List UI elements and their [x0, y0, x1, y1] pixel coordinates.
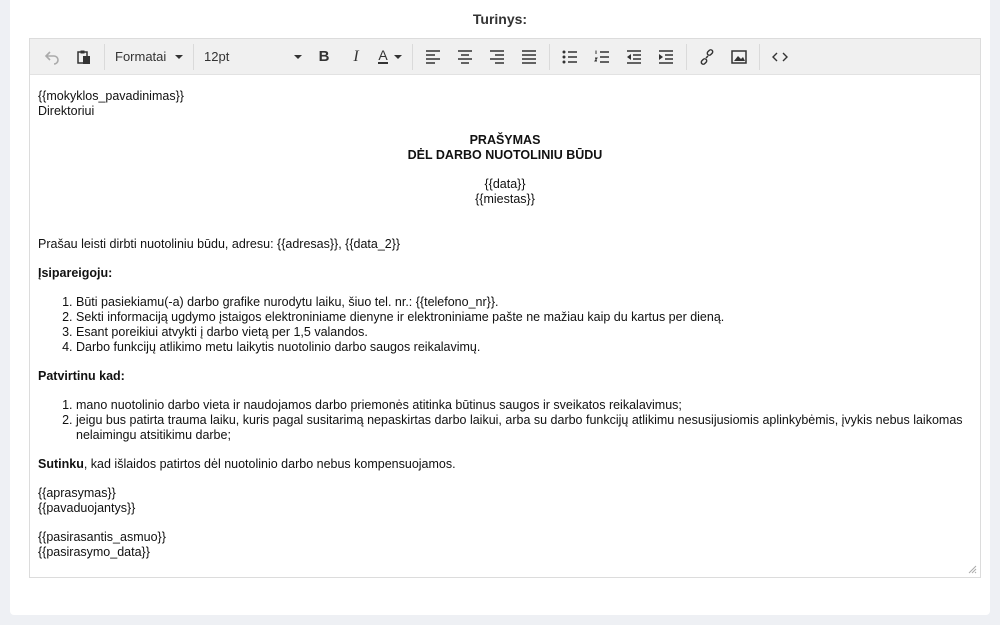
align-justify-button[interactable]: [516, 44, 542, 70]
text-color-button[interactable]: [375, 44, 405, 70]
code-icon: [772, 51, 788, 63]
editor-content[interactable]: [30, 75, 980, 560]
numbered-list-icon: [594, 50, 610, 64]
toolbar-separator: [759, 44, 760, 70]
align-justify-icon: [521, 50, 537, 64]
toolbar-separator: [104, 44, 105, 70]
request-paragraph: Prašau leisti dirbti nuotoliniu būdu, adresu: {{adresas}}, {{data_2}}: [38, 237, 401, 251]
italic-icon: I: [353, 47, 359, 65]
bullet-list-icon: [562, 50, 578, 64]
document-subtitle: [38, 148, 972, 163]
paste-button[interactable]: [71, 44, 97, 70]
formats-label: Formatai: [115, 49, 167, 64]
school-placeholder: {{mokyklos_pavadinimas}}: [38, 89, 184, 103]
font-size-value: 12pt: [204, 49, 230, 64]
commitments-heading: [38, 266, 972, 281]
numbered-list-button[interactable]: [589, 44, 615, 70]
align-center-button[interactable]: [452, 44, 478, 70]
image-icon: [731, 50, 747, 64]
chevron-down-icon: [394, 55, 402, 59]
undo-icon: [44, 49, 60, 65]
toolbar-separator: [412, 44, 413, 70]
confirm-heading: [38, 369, 972, 384]
sign-date-placeholder: {{pasirasymo_data}}: [38, 545, 150, 559]
outdent-icon: [626, 50, 642, 64]
subordinates-placeholder: {{pavaduojantys}}: [38, 501, 136, 515]
undo-button[interactable]: [39, 44, 65, 70]
signer-placeholder: {{pasirasantis_asmuo}}: [38, 530, 166, 544]
chevron-down-icon: [175, 55, 183, 59]
resize-handle-icon[interactable]: [968, 565, 977, 574]
list-item: 1. mano nuotolinio darbo vieta ir naudojamos darbo priemonės atitinka būtinus saugos ir sveikatos reikalavimus;: [76, 398, 972, 413]
commitments-list: [38, 295, 972, 355]
date-placeholder: {{data}}: [484, 177, 526, 191]
title-line-2: DĖL DARBO NUOTOLINIU BŪDU: [407, 148, 603, 162]
align-left-icon: [425, 50, 441, 64]
agree-bold-text: Sutinku: [38, 457, 84, 471]
indent-icon: [658, 50, 674, 64]
paste-icon: [76, 49, 92, 65]
indent-button[interactable]: [653, 44, 679, 70]
chevron-down-icon: [294, 55, 302, 59]
insert-image-button[interactable]: [726, 44, 752, 70]
text-color-icon: A: [378, 47, 388, 63]
content-field-label: Turinys:: [472, 11, 528, 27]
align-center-icon: [457, 50, 473, 64]
align-left-button[interactable]: [420, 44, 446, 70]
list-item: 4. Darbo funkcijų atlikimo metu laikytis nuotolinio darbo saugos reikalavimų.: [76, 340, 972, 355]
form-panel: [10, 0, 990, 615]
description-placeholder: {{aprasymas}}: [38, 486, 116, 500]
agree-rest-text: , kad išlaidos patirtos dėl nuotolinio darbo nebus kompensuojamos.: [83, 457, 456, 471]
formats-dropdown[interactable]: [109, 44, 189, 70]
toolbar-separator: [549, 44, 550, 70]
italic-button[interactable]: [343, 44, 369, 70]
insert-link-button[interactable]: [694, 44, 720, 70]
commitments-heading-text: Įsipareigoju:: [38, 266, 113, 280]
align-right-button[interactable]: [484, 44, 510, 70]
outdent-button[interactable]: [621, 44, 647, 70]
city-placeholder: {{miestas}}: [475, 192, 535, 206]
title-line-1: PRAŠYMAS: [469, 133, 541, 147]
list-item: 3. Esant poreikiui atvykti į darbo vietą per 1,5 valandos.: [76, 325, 972, 340]
toolbar-separator: [686, 44, 687, 70]
list-item: 2. Sekti informaciją ugdymo įstaigos elektroniniame dienyne ir elektroniniame pašte ne mažiau kaip du kartus per dieną.: [76, 310, 972, 325]
source-code-button[interactable]: [767, 44, 793, 70]
confirm-list: [38, 398, 972, 443]
recipient-text: Direktoriui: [38, 104, 95, 118]
bold-button[interactable]: [311, 44, 337, 70]
agree-paragraph: [38, 457, 972, 472]
toolbar-separator: [193, 44, 194, 70]
list-item: 1. Būti pasiekiamu(-a) darbo grafike nurodytu laiku, šiuo tel. nr.: {{telefono_nr}}.: [76, 295, 972, 310]
bold-icon: B: [318, 48, 330, 65]
font-size-dropdown[interactable]: [198, 44, 308, 70]
rich-text-editor: [29, 38, 981, 578]
confirm-heading-text: Patvirtinu kad:: [38, 369, 125, 383]
document-title: [38, 133, 972, 148]
link-icon: [699, 49, 715, 65]
bullet-list-button[interactable]: [557, 44, 583, 70]
editor-toolbar: [30, 39, 980, 75]
align-right-icon: [489, 50, 505, 64]
list-item: 2. jeigu bus patirta trauma laiku, kuris pagal susitarimą nepaskirtas darbo laikui, arba su darbo funkcijų atlikimu nesusijusiomis aplinkybėmis, įvykis nebus laikomas nelaimingu atsitikimu darbe;: [76, 413, 972, 443]
